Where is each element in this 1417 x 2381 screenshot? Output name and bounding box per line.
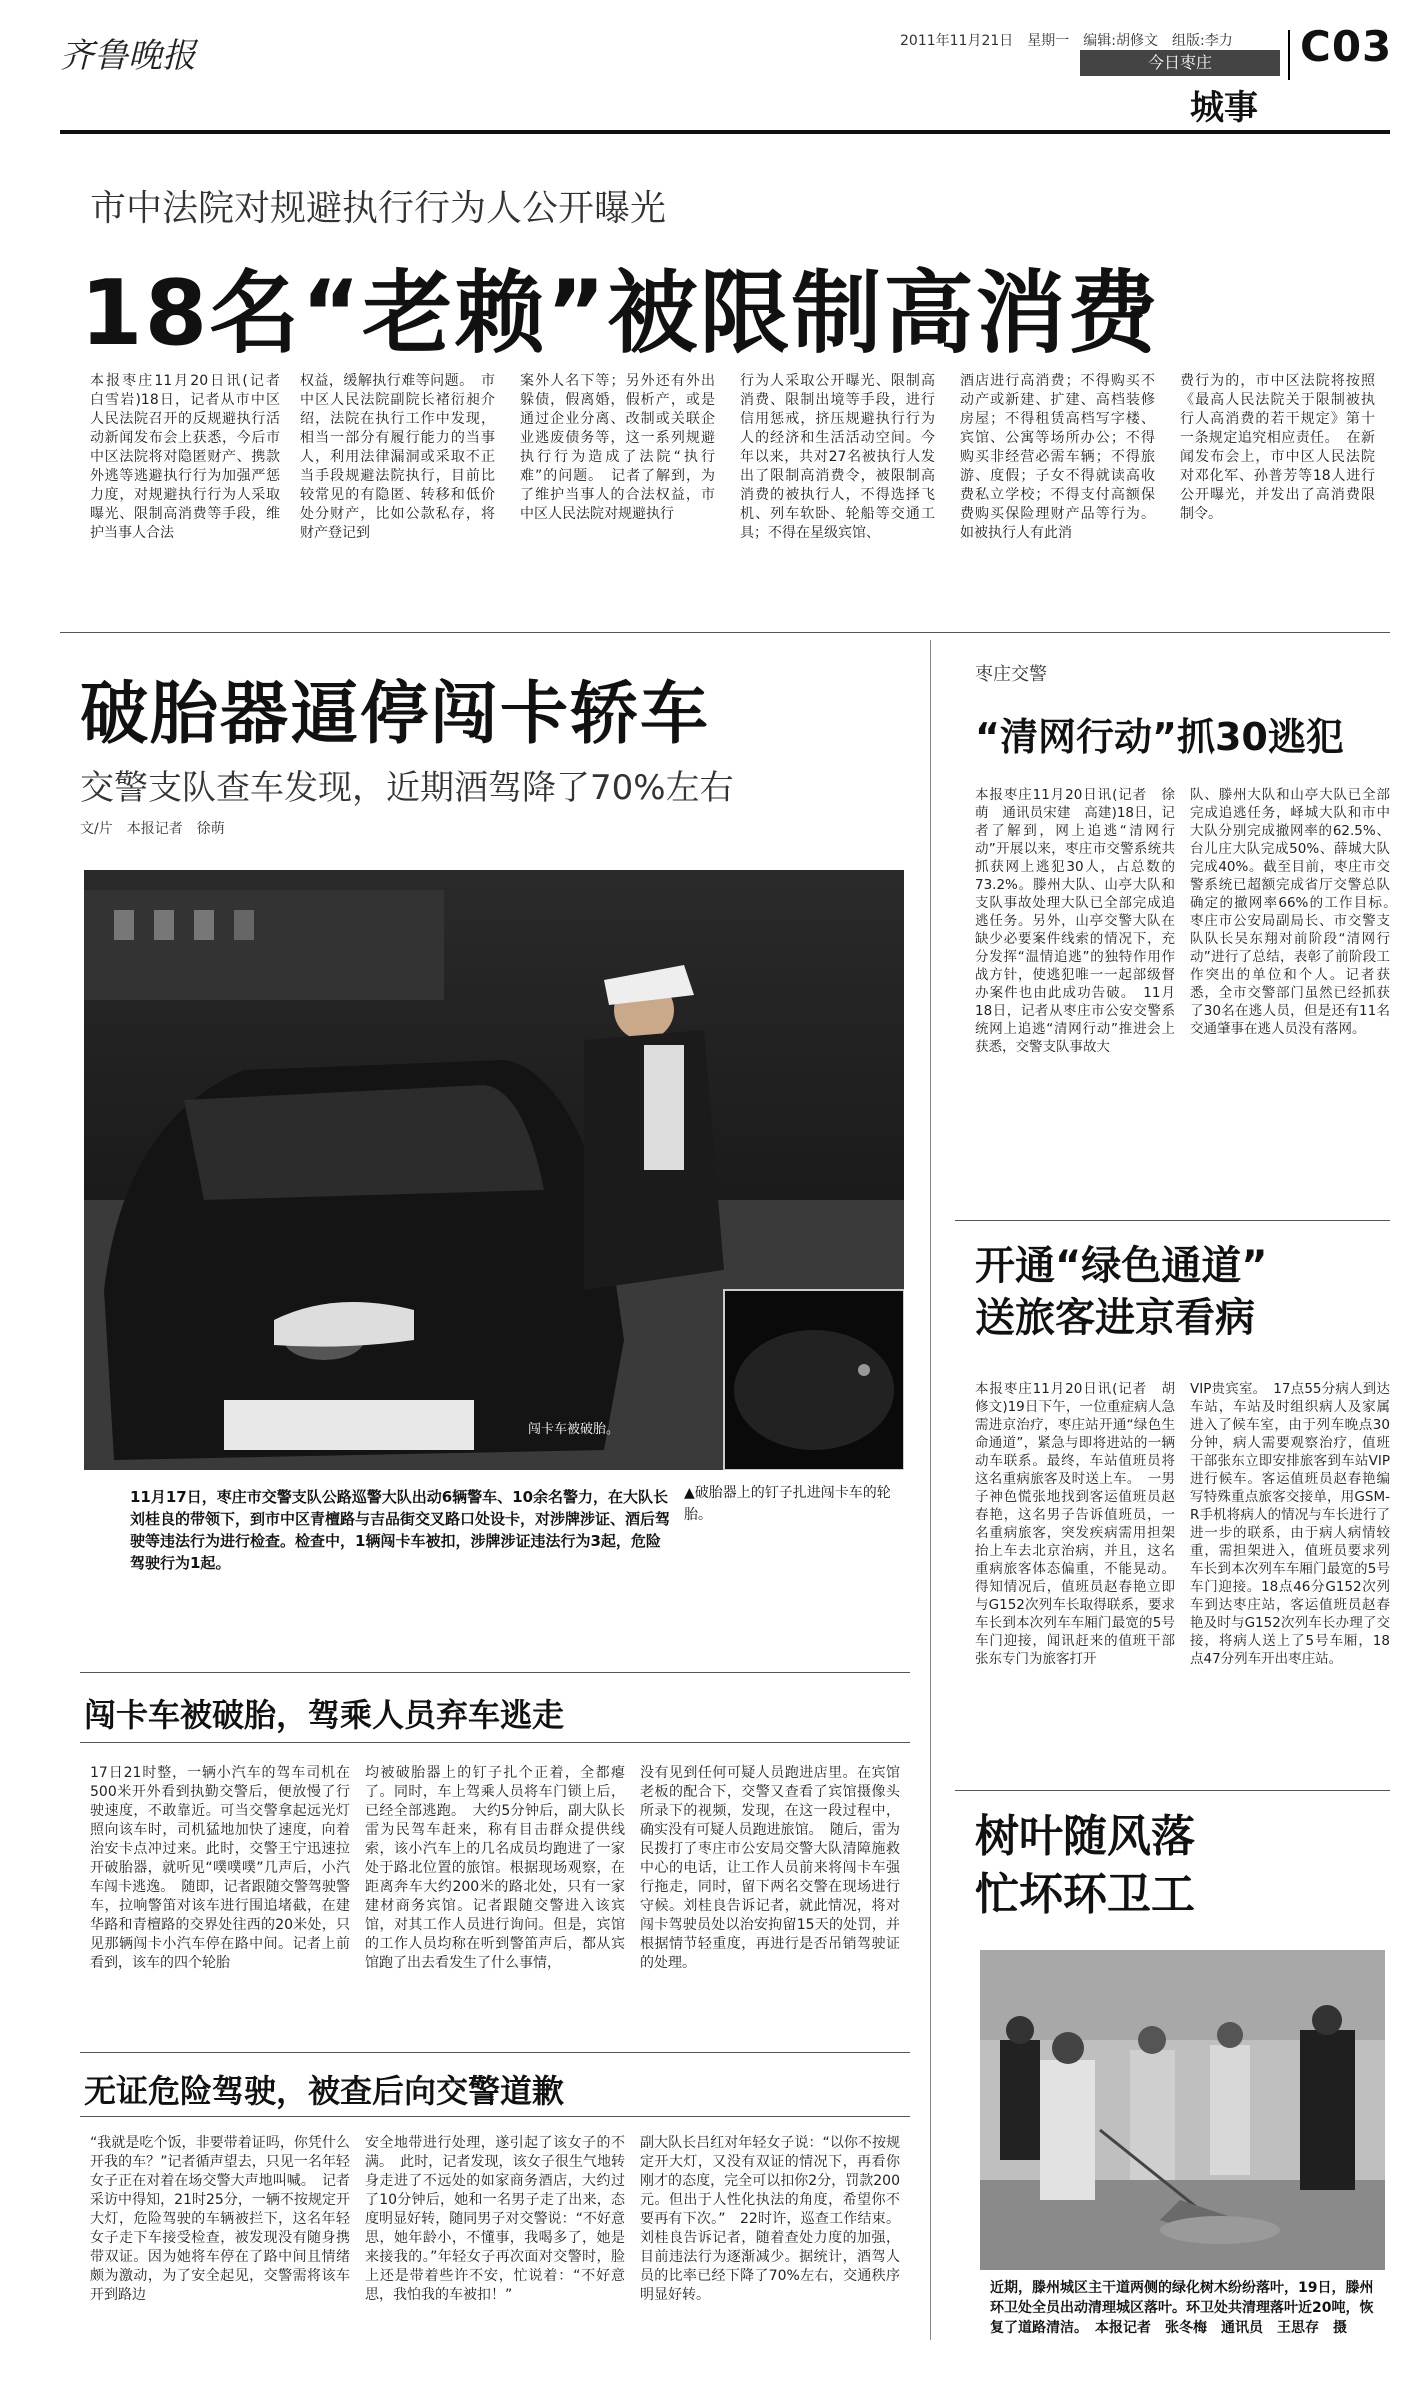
story4-headline [975, 1240, 1268, 1344]
story2-section2-title: 无证危险驾驶，被查后向交警道歉 [84, 2072, 565, 2110]
story2-s2-col1: “我就是吃个饭，非要带着证吗，你凭什么开我的车？”记者循声望去，只见一名年轻女子正在对着在场交警大声地叫喊。 记者采访中得知，21时25分，一辆不按规定开大灯，危险驾驶的车辆被拦下，这名年轻女子走下车接受检查，被发现没有随身携带双证。因为她将车停在了路中间且情绪颇为激动，为了安全起见，交警需将该车开到路边 [90, 2135, 350, 2303]
story2-section1-title: 闯卡车被破胎，驾乘人员弃车逃走 [84, 1696, 565, 1734]
story2-headline: 破胎器逼停闯卡轿车 [80, 675, 711, 754]
story2-section2-rule-top [80, 2052, 910, 2053]
column-divider [930, 640, 931, 2340]
story1-col4: 行为人采取公开曝光、限制高消费、限制出境等手段，进行信用惩戒，挤压规避执行行为人的经济和生活活动空间。今年以来，共对27名被执行人发出了限制高消费令，被限制高消费的被执行人，不得选择飞机、列车软卧、轮船等交通工具；不得在星级宾馆、 [740, 373, 935, 541]
story1-col5: 酒店进行高消费；不得购买不动产或新建、扩建、高档装修房屋；不得租赁高档写字楼、宾馆、公寓等场所办公；不得购买非经营必需车辆；不得旅游、度假；子女不得就读高收费私立学校；不得支付高额保费购买保险理财产品等行为。如被执行人有此消 [960, 373, 1155, 541]
story2-section1-rule-top [80, 1672, 910, 1673]
masthead: 齐鲁晚报 [60, 36, 196, 76]
story1-headline: 18名“老赖”被限制高消费 [80, 261, 1160, 366]
story2-photo [84, 870, 904, 1470]
story2-inset-caption: ▲破胎器上的钉子扎进闯卡车的轮胎。 [684, 1485, 891, 1523]
traffic-stop-photo [84, 870, 904, 1470]
story4-col2: VIP贵宾室。 17点55分病人到达车站，车站及时组织病人及家属进入了候车室，由于列车晚点30分钟，病人需要观察治疗，值班干部张东立即安排旅客到车站VIP进行候车。客运值班员赵春艳编写特殊重点旅客交接单，用GSM-R手机将病人的情况与车长进行了进一步的联系，由于病人病情较重，需担架进入，值班员要求列车长到本次列车车厢门最宽的5号车门迎接。18点46分G152次列车到达枣庄站，客运值班员赵春艳及时与G152次列车长办理了交接，将病人送上了5号车厢，18点47分列车开出枣庄站。 [1190, 1381, 1390, 1667]
story2-byline: 文/片 本报记者 徐萌 [80, 821, 225, 837]
story1-bottom-rule [60, 632, 1390, 633]
story5-photo [980, 1950, 1385, 2270]
page-number: C03 [1300, 22, 1393, 71]
story2-s1-col1: 17日21时整，一辆小汽车的驾车司机在500米开外看到执勤交警后，便放慢了行驶速度，不敢靠近。可当交警拿起远光灯照向该车时，司机猛地加快了速度，向着治安卡点冲过来。此时，交警王宁迅速拉开破胎器，就听见“噗噗噗”几声后，小汽车闯卡逃逸。 随即，记者跟随交警驾驶警车，拉响警笛对该车进行围追堵截，在建华路和青檀路的交界处往西的20米处，只见那辆闯卡小汽车停在路中间。记者上前看到，该车的四个轮胎 [90, 1765, 350, 1971]
story4-headline-line2: 送旅客进京看病 [975, 1295, 1255, 1341]
section-name: 城事 [1190, 88, 1258, 128]
story3-tag: 枣庄交警 [975, 664, 1047, 685]
story2-section1-rule-bottom [80, 1742, 910, 1743]
story5-headline [975, 1808, 1195, 1924]
story2-photo-label: 闯卡车被破胎。 [528, 1422, 620, 1437]
story1-col2: 权益，缓解执行难等问题。 市中区人民法院副院长褚衍昶介绍，法院在执行工作中发现，相当一部分有履行能力的当事人，利用法律漏洞或采取不正当手段规避法院执行，目前比较常见的有隐匿、转移和低价处分财产，比如公款私存，将财产登记到 [300, 373, 495, 541]
story4-col1: 本报枣庄11月20日讯(记者 胡修文)19日下午，一位重症病人急需进京治疗，枣庄站开通“绿色生命通道”，紧急与即将进站的一辆动车联系。最终，车站值班员将这名重病旅客及时送上车。 一男子神色慌张地找到客运值班员赵春艳，这名男子告诉值班员，一名重病旅客，突发疾病需用担架抬上车去北京治病，并且，这名重病旅客体态偏重，不能晃动。得知情况后，值班员赵春艳立即与G152次列车长取得联系，要求车长到本次列车车厢门最宽的5号车门迎接，闻讯赶来的值班干部张东专门为旅客打开 [975, 1381, 1175, 1667]
story1-col3: 案外人名下等；另外还有外出躲债，假离婚，假析产，或是通过企业分离、改制或关联企业逃废债务等，这一系列规避执行行为造成了法院“执行难”的问题。 记者了解到，为了维护当事人的合法权益，市中区人民法院对规避执行 [520, 373, 715, 522]
story4-headline-line1: 开通“绿色通道” [975, 1243, 1268, 1289]
story2-subhead: 交警支队查车发现，近期酒驾降了70%左右 [80, 768, 734, 808]
story1-col1: 本报枣庄11月20日讯(记者 白雪岩)18日，记者从市中区人民法院召开的反规避执行活动新闻发布会上获悉，今后市中区法院将对隐匿财产、携款外逃等逃避执行行为加强严惩力度，对规避执行行为人采取曝光、限制高消费等手段，维护当事人合法 [90, 373, 294, 541]
story5-caption: 近期，滕州城区主干道两侧的绿化树木纷纷落叶，19日，滕州环卫处全员出动清理城区落叶。环卫处共清理落叶近20吨，恢复了道路清洁。 本报记者 张冬梅 通讯员 王思存 摄 [990, 2280, 1374, 2336]
story5-headline-line1: 树叶随风落 [975, 1811, 1195, 1862]
story2-s2-col3: 副大队长吕红对年轻女子说：“以你不按规定开大灯，又没有双证的情况下，再看你刚才的态度，完全可以扣你2分，罚款200元。但出于人性化执法的角度，希望你不要再有下次。” 22时许，巡查工作结束。刘桂良告诉记者，随着查处力度的加强，目前违法行为逐渐减少。据统计，酒驾人员的比率已经下降了70%左右，交通秩序明显好转。 [640, 2135, 900, 2303]
story2-s1-col2: 均被破胎器上的钉子扎个正着，全都瘪了。同时，车上驾乘人员将车门锁上后，已经全部逃跑。 大约5分钟后，副大队长雷为民驾车赶来，称有目击群众提供线索，该小汽车上的几名成员均跑进了一家处于路北位置的旅馆。根据现场观察，在距离奔车大约200米的路北处，只有一家建材商务宾馆。记者跟随交警进入该宾馆，对其工作人员进行询问。但是，宾馆的工作人员均称在听到警笛声后，都从宾馆跑了出去看发生了什么事情， [365, 1765, 625, 1971]
story4-bottom-rule [955, 1790, 1390, 1791]
story3-col2: 队、滕州大队和山亭大队已全部完成追逃任务，峄城大队和市中大队分别完成撤网率的62.5%、台儿庄大队完成50%、薛城大队完成40%。截至目前，枣庄市交警系统已超额完成省厅交警总队确定的撤网率66%的工作目标。 枣庄市公安局副局长、市交警支队队长吴东翔对前阶段“清网行动”进行了总结，表彰了前阶段工作突出的单位和个人。记者获悉，全市交警部门虽然已经抓获了30名在逃人员，但是还有11名交通肇事在逃人员没有落网。 [1190, 787, 1404, 1037]
story2-s1-col3: 没有见到任何可疑人员跑进店里。在宾馆老板的配合下，交警又查看了宾馆摄像头所录下的视频，发现，在这一段过程中，确实没有可疑人员跑进旅馆。 随后，雷为民拨打了枣庄市公安局交警大队清障施救中心的电话，让工作人员前来将闯卡车强行拖走，同时，留下两名交警在现场进行守候。刘桂良告诉记者，就此情况，将对闯卡驾驶员处以治安拘留15天的处罚，并根据情节轻重度，再进行是否吊销驾驶证的处理。 [640, 1765, 900, 1971]
story2-lead: 11月17日，枣庄市交警支队公路巡警大队出动6辆警车、10余名警力，在大队长刘桂良的带领下，到市中区青檀路与吉品街交叉路口处设卡，对涉牌涉证、酒后驾驶等违法行为进行检查。检查中，1辆闯卡车被扣，涉牌涉证违法行为3起，危险驾驶行为1起。 [130, 1488, 671, 1572]
story3-headline: “清网行动”抓30逃犯 [975, 715, 1344, 759]
story2-s2-col2: 安全地带进行处理，遂引起了该女子的不满。 此时，记者发现，该女子很生气地转身走进了不远处的如家商务酒店，大约过了10分钟后，她和一名男子走了出来，态度明显好转，随同男子对交警说：“不好意思，她年龄小，不懂事，我喝多了，她是来接我的。”年轻女子再次面对交警时，脸上还是带着些许不安，忙说着：“不好意思，我怕我的车被扣！” [365, 2135, 625, 2303]
story5-headline-line2: 忙坏环卫工 [975, 1869, 1195, 1920]
story3-bottom-rule [955, 1220, 1390, 1221]
header-rule [60, 130, 1390, 134]
section-tag: 今日枣庄 [1080, 50, 1280, 76]
story3-col1: 本报枣庄11月20日讯(记者 徐萌 通讯员宋建 高建)18日，记者了解到，网上追逃“清网行动”开展以来，枣庄市交警系统共抓获网上逃犯30人，占总数的73.2%。滕州大队、山亭大队和支队事故处理大队已全部完成追逃任务。另外，山亭交警大队在缺少必要案件线索的情况下，充分发挥“温情追逃”的独特作用作战方针，使逃犯唯一一起部级督办案件也由此成功告破。 11月18日，记者从枣庄市公安交警系统网上追逃“清网行动”推进会上获悉，交警支队事故大 [975, 787, 1175, 1055]
story1-col6: 费行为的，市中区法院将按照《最高人民法院关于限制被执行人高消费的若干规定》第十一条规定追究相应责任。 在新闻发布会上，市中区人民法院对邓化军、孙普芳等18人进行公开曝光，并发出了高消费限制令。 [1180, 373, 1375, 522]
street-sweepers-photo [980, 1950, 1385, 2270]
dateline: 2011年11月21日 星期一 编辑:胡修文 组版:李力 [900, 33, 1233, 49]
story1-kicker: 市中法院对规避执行行为人公开曝光 [90, 188, 667, 229]
story2-section2-rule-bottom [80, 2116, 910, 2117]
header-divider [1288, 30, 1290, 80]
